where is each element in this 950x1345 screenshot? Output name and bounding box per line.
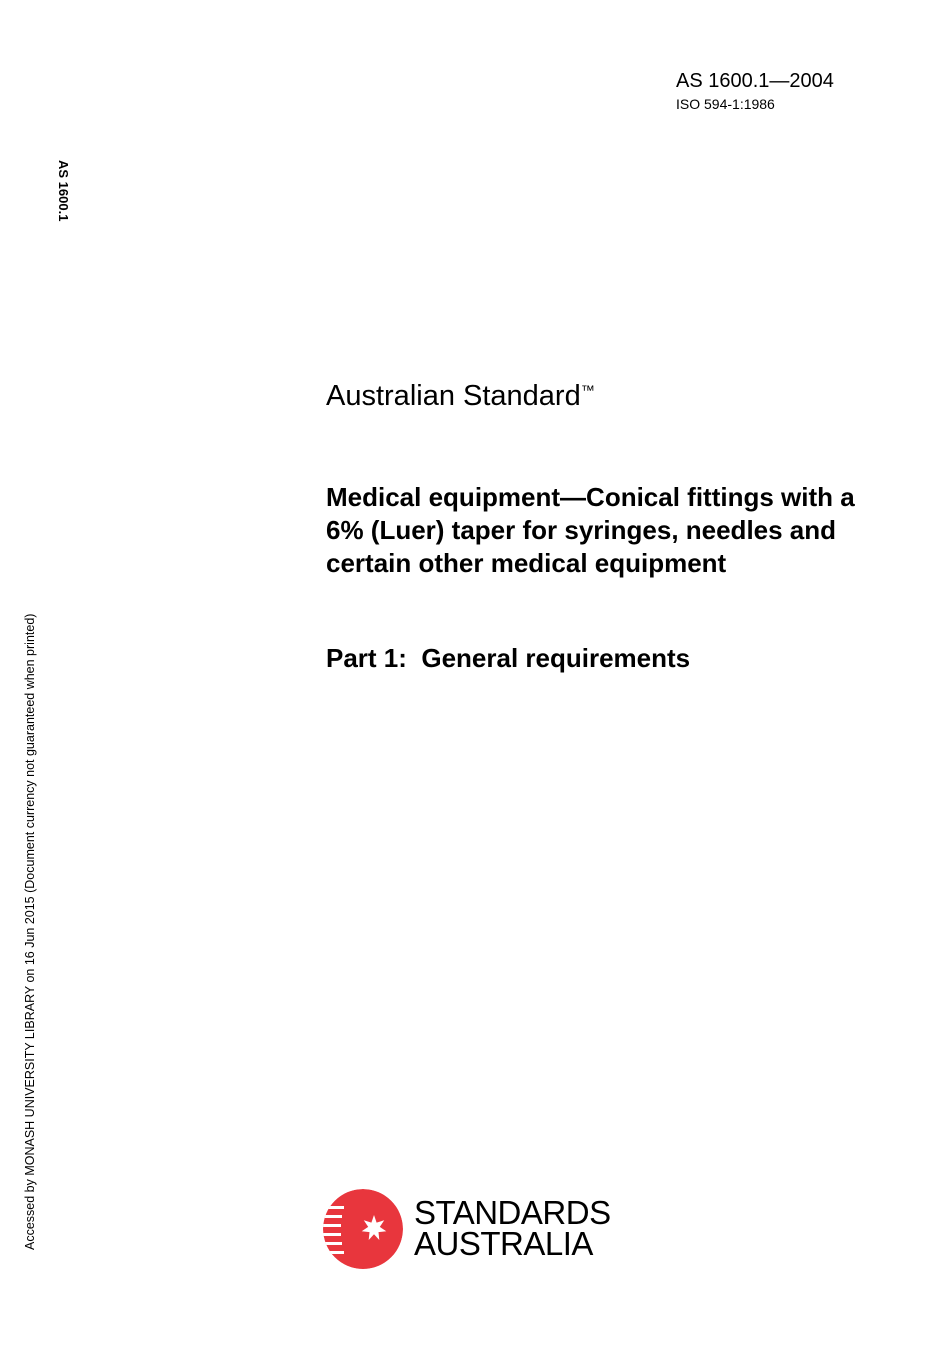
series-title-text: Australian Standard xyxy=(326,380,581,412)
standards-australia-logo xyxy=(322,1188,612,1268)
standard-number: AS 1600.1—2004 xyxy=(676,70,834,92)
spine-label: AS 1600.1 xyxy=(56,160,71,222)
access-note: Accessed by MONASH UNIVERSITY LIBRARY on 16 Jun 2015 (Document currency not guaranteed when printed) xyxy=(23,613,37,1250)
document-title: Medical equipment—Conical fittings with a 6% (Luer) taper for syringes, needles and certain other medical equipment xyxy=(326,482,855,578)
iso-number: ISO 594-1:1986 xyxy=(676,96,775,112)
logo-line-2: AUSTRALIA xyxy=(414,1225,593,1262)
series-title xyxy=(326,378,595,414)
logo-line-1: STANDARDS xyxy=(414,1194,611,1231)
part-title: Part 1: General requirements xyxy=(326,643,691,673)
logo-mark-icon xyxy=(322,1188,404,1270)
trademark-symbol: ™ xyxy=(580,382,595,398)
logo-wordmark xyxy=(414,1194,611,1262)
